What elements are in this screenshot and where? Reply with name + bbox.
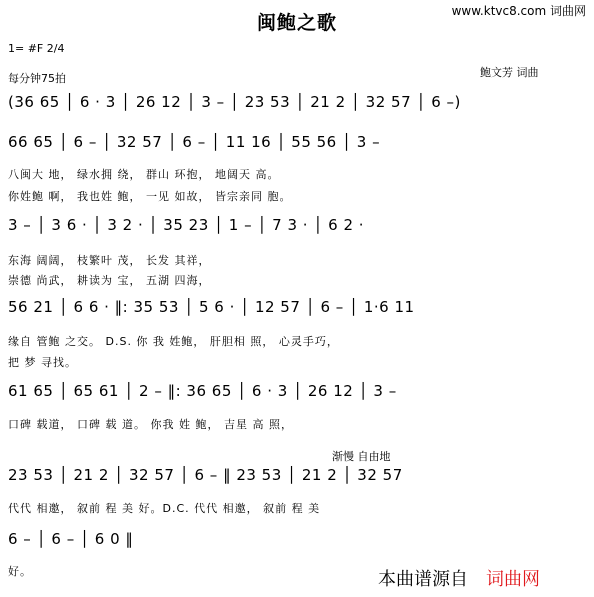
site-watermark: www.ktvc8.com 词曲网 — [451, 4, 586, 18]
footer-source: 本曲谱源自 — [378, 569, 468, 590]
credits: 鲍文芳 词曲 — [480, 66, 539, 79]
page-title: 闽鲍之歌 — [256, 12, 337, 34]
lyric-row-5-line-1: 口碑 载道， 口碑 载 道。 你我 姓 鲍， 吉星 高 照， — [8, 418, 293, 431]
footer-brand: 词曲网 — [486, 569, 540, 590]
lyric-row-4-line-2: 把 梦 寻找。 — [8, 356, 77, 369]
lyric-row-2-line-1: 八闽大 地， 绿水拥 绕， 群山 环抱， 地阔天 高。 — [8, 168, 280, 181]
tempo-change-mark: 渐慢 自由地 — [332, 450, 391, 463]
score-row-3: 3 – │ 3 6 · │ 3 2 · │ 35 23 │ 1 – │ 7 3 · │ 6 2 · — [8, 216, 365, 234]
score-row-2: 66 65 │ 6 – │ 32 57 │ 6 – │ 11 16 │ 55 56 │ 3 – — [8, 133, 381, 151]
lyric-row-6-line-1: 代代 相邀， 叙前 程 美 好。D.C. 代代 相邀， 叙前 程 美 — [8, 502, 321, 515]
score-row-6: 23 53 │ 21 2 │ 32 57 │ 6 – ‖ 23 53 │ 21 2 │ 32 57 — [8, 466, 403, 484]
lyric-row-3-line-1: 东海 阔阔， 枝繁叶 茂， 长发 其祥， — [8, 254, 211, 267]
lyric-row-2-line-2: 你姓鲍 啊， 我也姓 鲍， 一见 如故， 皆宗亲同 胞。 — [8, 190, 292, 203]
score-row-1: (36 65 │ 6 · 3 │ 26 12 │ 3 – │ 23 53 │ 21 2 │ 32 57 │ 6 –) — [8, 93, 461, 111]
lyric-row-7-line-1: 好。 — [8, 565, 32, 578]
score-row-4: 56 21 │ 6 6 · ‖: 35 53 │ 5 6 · │ 12 57 │ 6 – │ 1·6 11 — [8, 298, 415, 316]
key-signature: 1= #F 2/4 — [8, 42, 65, 55]
lyric-row-3-line-2: 崇德 尚武， 耕读为 宝， 五湖 四海， — [8, 274, 211, 287]
lyric-row-4-line-1: 缘自 管鲍 之交。 D.S. 你 我 姓鲍， 肝胆相 照， 心灵手巧， — [8, 335, 339, 348]
tempo-marking: 每分钟75拍 — [8, 72, 66, 85]
score-row-5: 61 65 │ 65 61 │ 2 – ‖: 36 65 │ 6 · 3 │ 26 12 │ 3 – — [8, 382, 397, 400]
score-row-7: 6 – │ 6 – │ 6 0 ‖ — [8, 530, 134, 548]
